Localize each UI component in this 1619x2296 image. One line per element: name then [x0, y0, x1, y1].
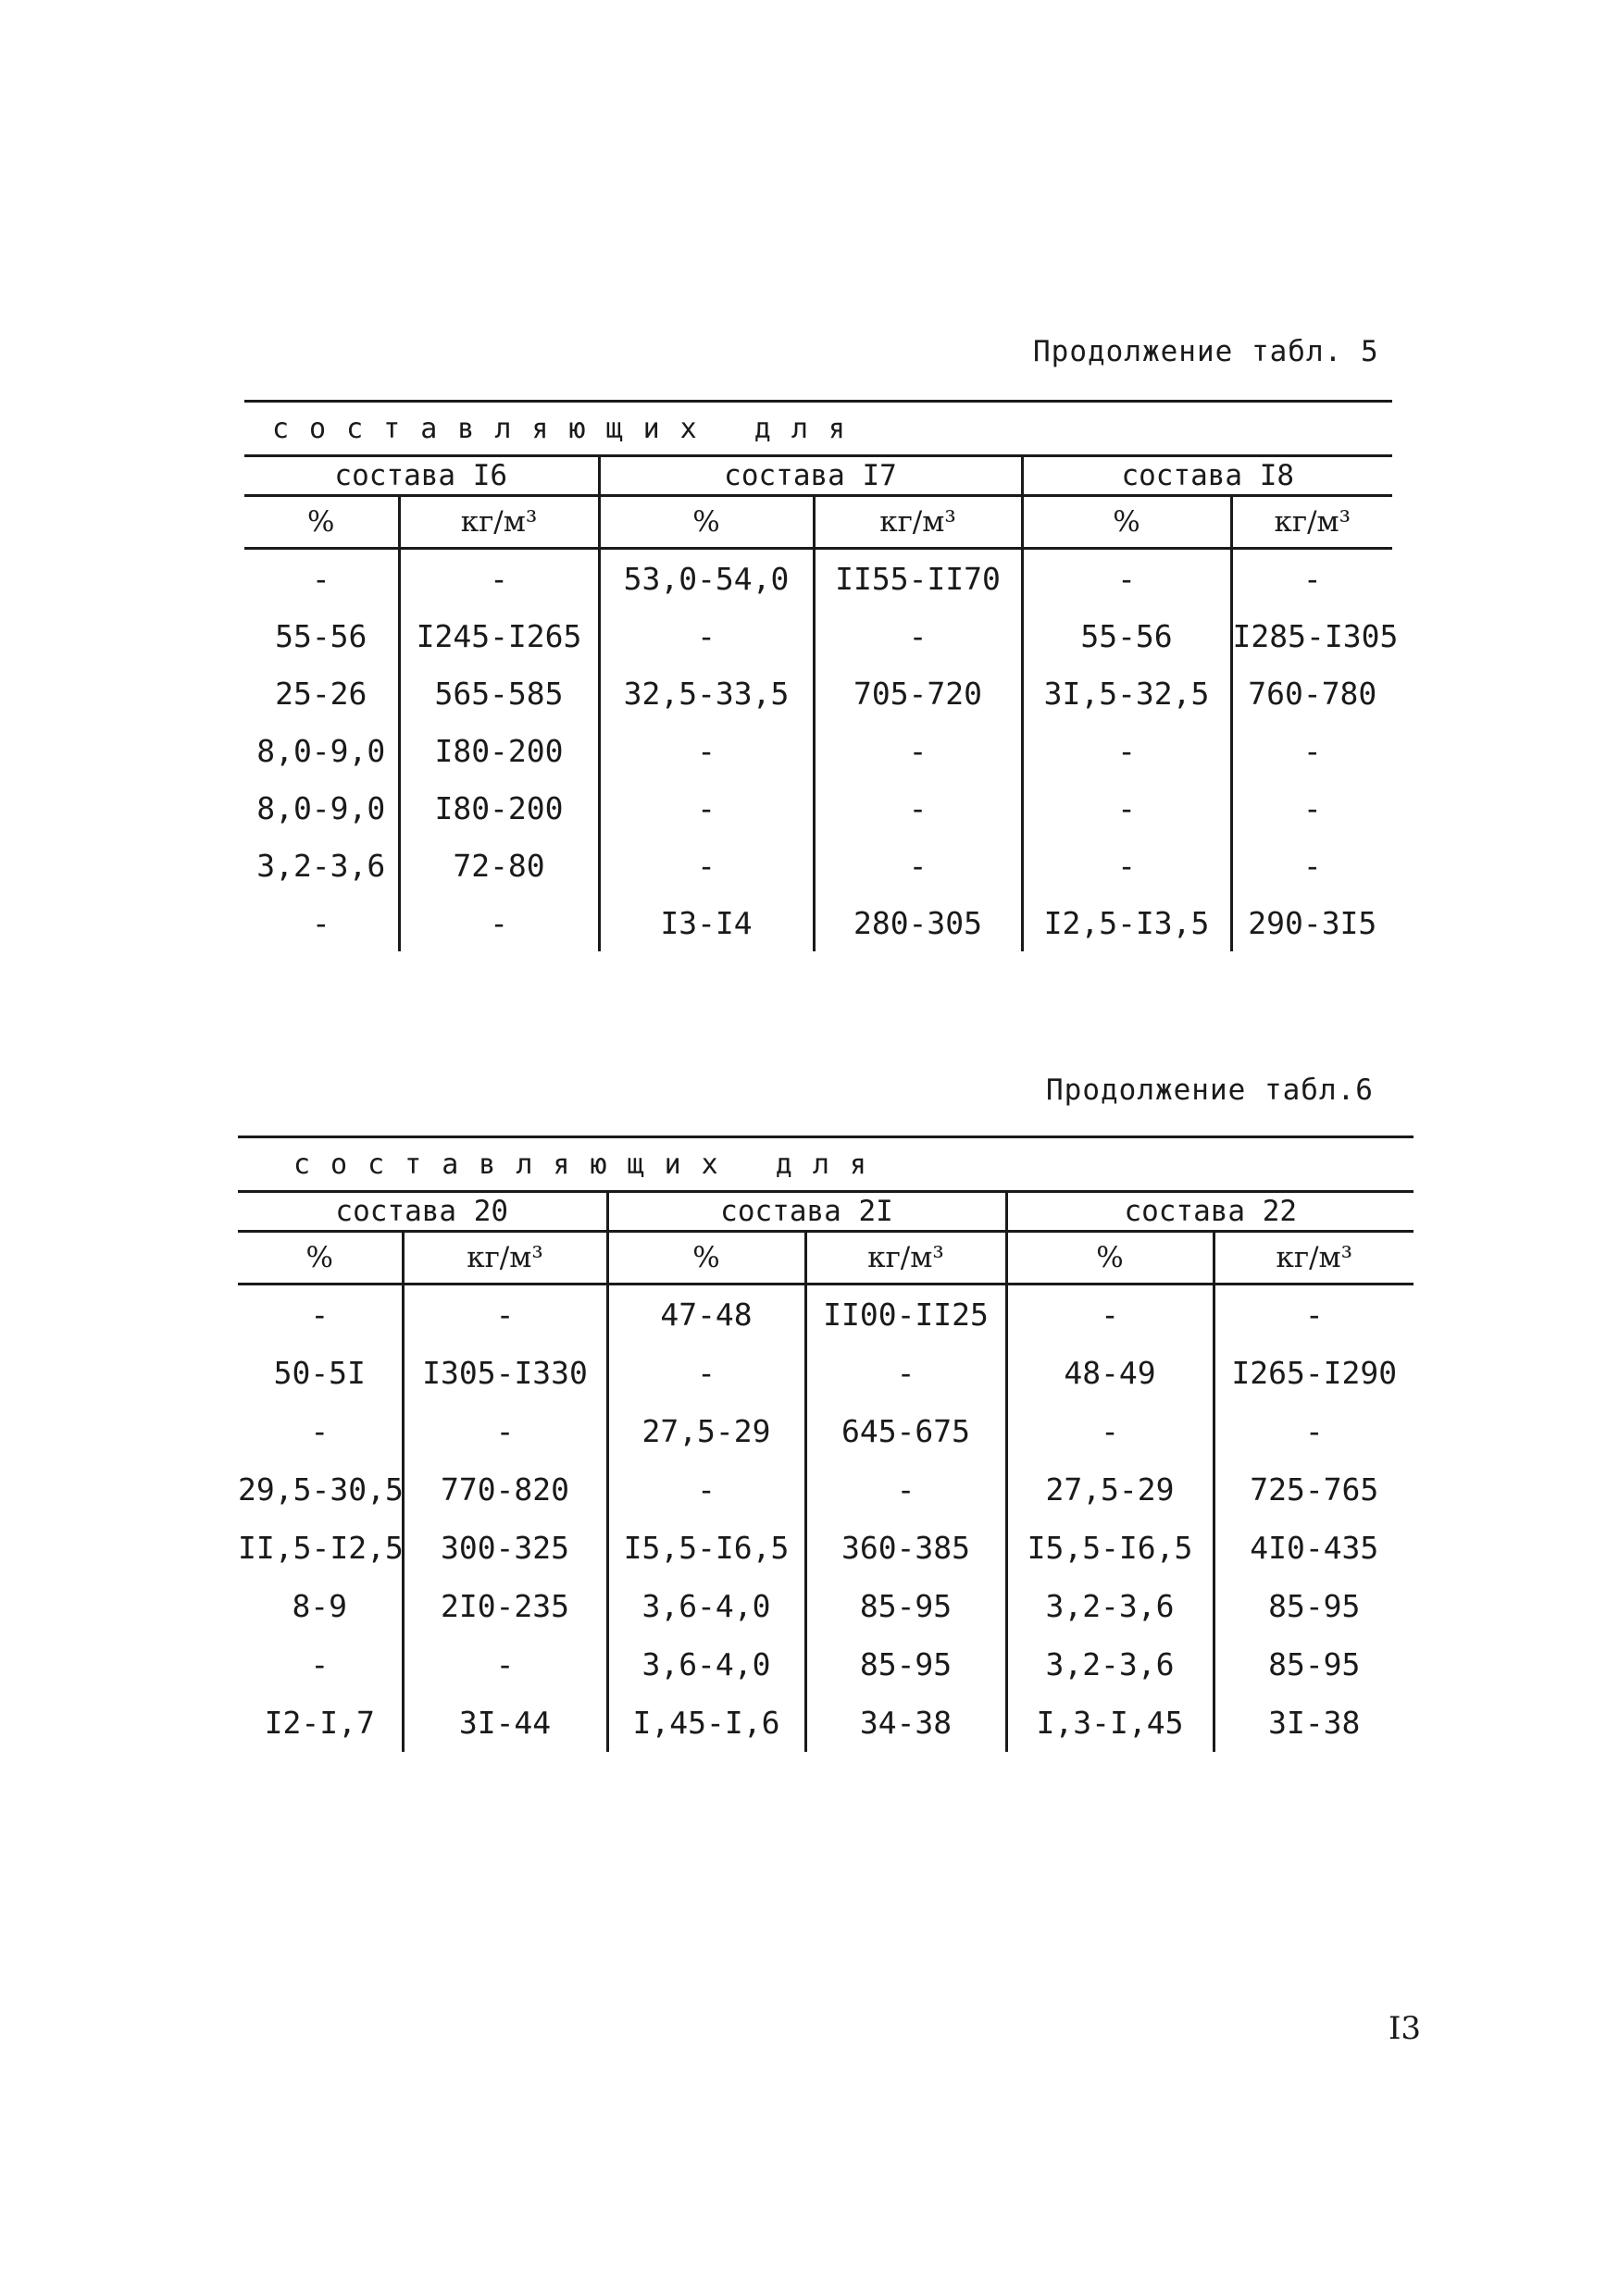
- table-cell: 3,2-3,6: [1006, 1577, 1214, 1635]
- table-row: [244, 837, 1392, 894]
- table-6-body: [238, 1285, 1414, 1753]
- composition-header: состава 20: [238, 1192, 607, 1232]
- table-cell: 48-49: [1006, 1344, 1214, 1402]
- table-cell: 280-305: [814, 894, 1022, 951]
- table-cell: -: [599, 722, 814, 779]
- table-cell: 85-95: [1214, 1577, 1414, 1635]
- table-cell: -: [599, 607, 814, 664]
- table-cell: 32,5-33,5: [599, 664, 814, 722]
- table-cell: -: [599, 837, 814, 894]
- table-row: [244, 894, 1392, 951]
- table-cell: 50-5I: [273, 1355, 366, 1391]
- table-cell: -: [814, 722, 1022, 779]
- table-cell: -: [607, 1460, 805, 1519]
- table-cell: -: [310, 1646, 330, 1682]
- table-cell: -: [1006, 1285, 1214, 1345]
- table-cell: 53,0-54,0: [599, 549, 814, 608]
- table-cell: -: [310, 1297, 330, 1333]
- table-cell: 3I,5-32,5: [1022, 664, 1231, 722]
- table-cell: I80-200: [399, 779, 599, 837]
- table-5: [244, 400, 1399, 951]
- table-row: [238, 1577, 1414, 1635]
- table-cell: -: [403, 1635, 607, 1694]
- table-row: [238, 1519, 1414, 1577]
- table-row: [238, 1285, 1414, 1345]
- table-cell: 725-765: [1214, 1460, 1414, 1519]
- table-cell: 300-325: [403, 1519, 607, 1577]
- table-header-components: составляющих для: [272, 412, 866, 445]
- table-cell: I5,5-I6,5: [1006, 1519, 1214, 1577]
- unit-kg-per-m3-header: кг/м³: [1231, 496, 1392, 549]
- table-cell: 8,0-9,0: [256, 732, 386, 769]
- composition-header: состава I8: [1022, 456, 1392, 496]
- table-row: [238, 1635, 1414, 1694]
- table-row: [244, 779, 1392, 837]
- table-cell: I2-I,7: [264, 1705, 375, 1741]
- table-cell: -: [310, 1413, 330, 1449]
- table-cell: 27,5-29: [607, 1402, 805, 1460]
- table-cell: 55-56: [275, 617, 367, 654]
- table-cell: II,5-I2,5: [238, 1530, 404, 1566]
- table-cell: 8-9: [292, 1588, 348, 1624]
- table-cell: -: [814, 779, 1022, 837]
- table-cell: -: [311, 560, 330, 597]
- unit-kg-per-m3-header: кг/м³: [399, 496, 599, 549]
- table-cell: -: [805, 1460, 1006, 1519]
- table-cell: 3I-44: [403, 1694, 607, 1752]
- table-cell: -: [311, 904, 330, 941]
- table-row: [238, 1402, 1414, 1460]
- table-cell: 645-675: [805, 1402, 1006, 1460]
- table-cell: -: [1231, 722, 1392, 779]
- composition-header: состава I7: [599, 456, 1022, 496]
- unit-percent-header: %: [599, 496, 814, 549]
- table-row: [244, 664, 1392, 722]
- table-cell: -: [1022, 837, 1231, 894]
- table-5-body: [244, 549, 1399, 952]
- table-cell: -: [607, 1344, 805, 1402]
- table-row: [244, 722, 1392, 779]
- table-cell: I245-I265: [399, 607, 599, 664]
- table-row: [238, 1694, 1414, 1752]
- table-cell: I,3-I,45: [1006, 1694, 1214, 1752]
- table-cell: I5,5-I6,5: [607, 1519, 805, 1577]
- table-cell: 770-820: [403, 1460, 607, 1519]
- table-cell: 72-80: [399, 837, 599, 894]
- table-cell: -: [1022, 549, 1231, 608]
- table-cell: -: [1231, 837, 1392, 894]
- table-cell: 360-385: [805, 1519, 1006, 1577]
- table-cell: -: [403, 1285, 607, 1345]
- unit-kg-per-m3-header: кг/м³: [805, 1232, 1006, 1285]
- page-number: I3: [1389, 2010, 1422, 2047]
- table-cell: I305-I330: [403, 1344, 607, 1402]
- table-cell: I80-200: [399, 722, 599, 779]
- table-cell: -: [1231, 549, 1392, 608]
- table-cell: I285-I305: [1231, 607, 1392, 664]
- table-cell: 565-585: [399, 664, 599, 722]
- unit-kg-per-m3-header: кг/м³: [814, 496, 1022, 549]
- table-6: [238, 1136, 1414, 1752]
- table-cell: -: [1214, 1402, 1414, 1460]
- table-row: [238, 1460, 1414, 1519]
- unit-percent-header: %: [1006, 1232, 1214, 1285]
- unit-kg-per-m3-header: кг/м³: [403, 1232, 607, 1285]
- unit-percent-header: %: [244, 496, 399, 549]
- table-cell: I2,5-I3,5: [1022, 894, 1231, 951]
- table-cell: -: [1022, 722, 1231, 779]
- table-cell: 55-56: [1022, 607, 1231, 664]
- composition-header: состава I6: [244, 456, 599, 496]
- table-cell: 3,2-3,6: [1006, 1635, 1214, 1694]
- table-cell: -: [403, 1402, 607, 1460]
- table-cell: 8,0-9,0: [256, 789, 386, 826]
- table-5-continuation-caption: Продолжение табл. 5: [1033, 335, 1379, 368]
- table-row: [244, 549, 1392, 608]
- table-cell: 2I0-235: [403, 1577, 607, 1635]
- table-header-components: составляющих для: [293, 1148, 887, 1181]
- table-cell: 85-95: [805, 1635, 1006, 1694]
- table-cell: II00-II25: [805, 1285, 1006, 1345]
- unit-kg-per-m3-header: кг/м³: [1214, 1232, 1414, 1285]
- table-cell: II55-II70: [814, 549, 1022, 608]
- table-cell: -: [814, 607, 1022, 664]
- table-cell: -: [1022, 779, 1231, 837]
- table-cell: 4I0-435: [1214, 1519, 1414, 1577]
- table-cell: 25-26: [275, 675, 367, 712]
- table-cell: 47-48: [607, 1285, 805, 1345]
- composition-header: состава 2I: [607, 1192, 1006, 1232]
- table-cell: -: [1006, 1402, 1214, 1460]
- table-cell: 705-720: [814, 664, 1022, 722]
- unit-percent-header: %: [607, 1232, 805, 1285]
- table-cell: -: [599, 779, 814, 837]
- table-cell: I265-I290: [1214, 1344, 1414, 1402]
- table-row: [244, 607, 1392, 664]
- table-cell: -: [1231, 779, 1392, 837]
- table-cell: 3,2-3,6: [256, 847, 386, 884]
- composition-header: состава 22: [1006, 1192, 1414, 1232]
- table-cell: -: [399, 894, 599, 951]
- table-cell: -: [814, 837, 1022, 894]
- table-cell: 85-95: [805, 1577, 1006, 1635]
- table-cell: 29,5-30,5: [238, 1471, 404, 1508]
- table-cell: 760-780: [1231, 664, 1392, 722]
- table-cell: I3-I4: [599, 894, 814, 951]
- table-6-continuation-caption: Продолжение табл.6: [1046, 1074, 1374, 1107]
- table-cell: 290-3I5: [1231, 894, 1392, 951]
- table-cell: 34-38: [805, 1694, 1006, 1752]
- table-cell: -: [399, 549, 599, 608]
- table-row: [238, 1344, 1414, 1402]
- unit-percent-header: %: [1022, 496, 1231, 549]
- table-cell: 3,6-4,0: [607, 1635, 805, 1694]
- table-cell: 3,6-4,0: [607, 1577, 805, 1635]
- unit-percent-header: %: [238, 1232, 403, 1285]
- table-cell: -: [1214, 1285, 1414, 1345]
- table-cell: I,45-I,6: [607, 1694, 805, 1752]
- table-cell: 3I-38: [1214, 1694, 1414, 1752]
- table-cell: 27,5-29: [1006, 1460, 1214, 1519]
- table-cell: 85-95: [1214, 1635, 1414, 1694]
- table-cell: -: [805, 1344, 1006, 1402]
